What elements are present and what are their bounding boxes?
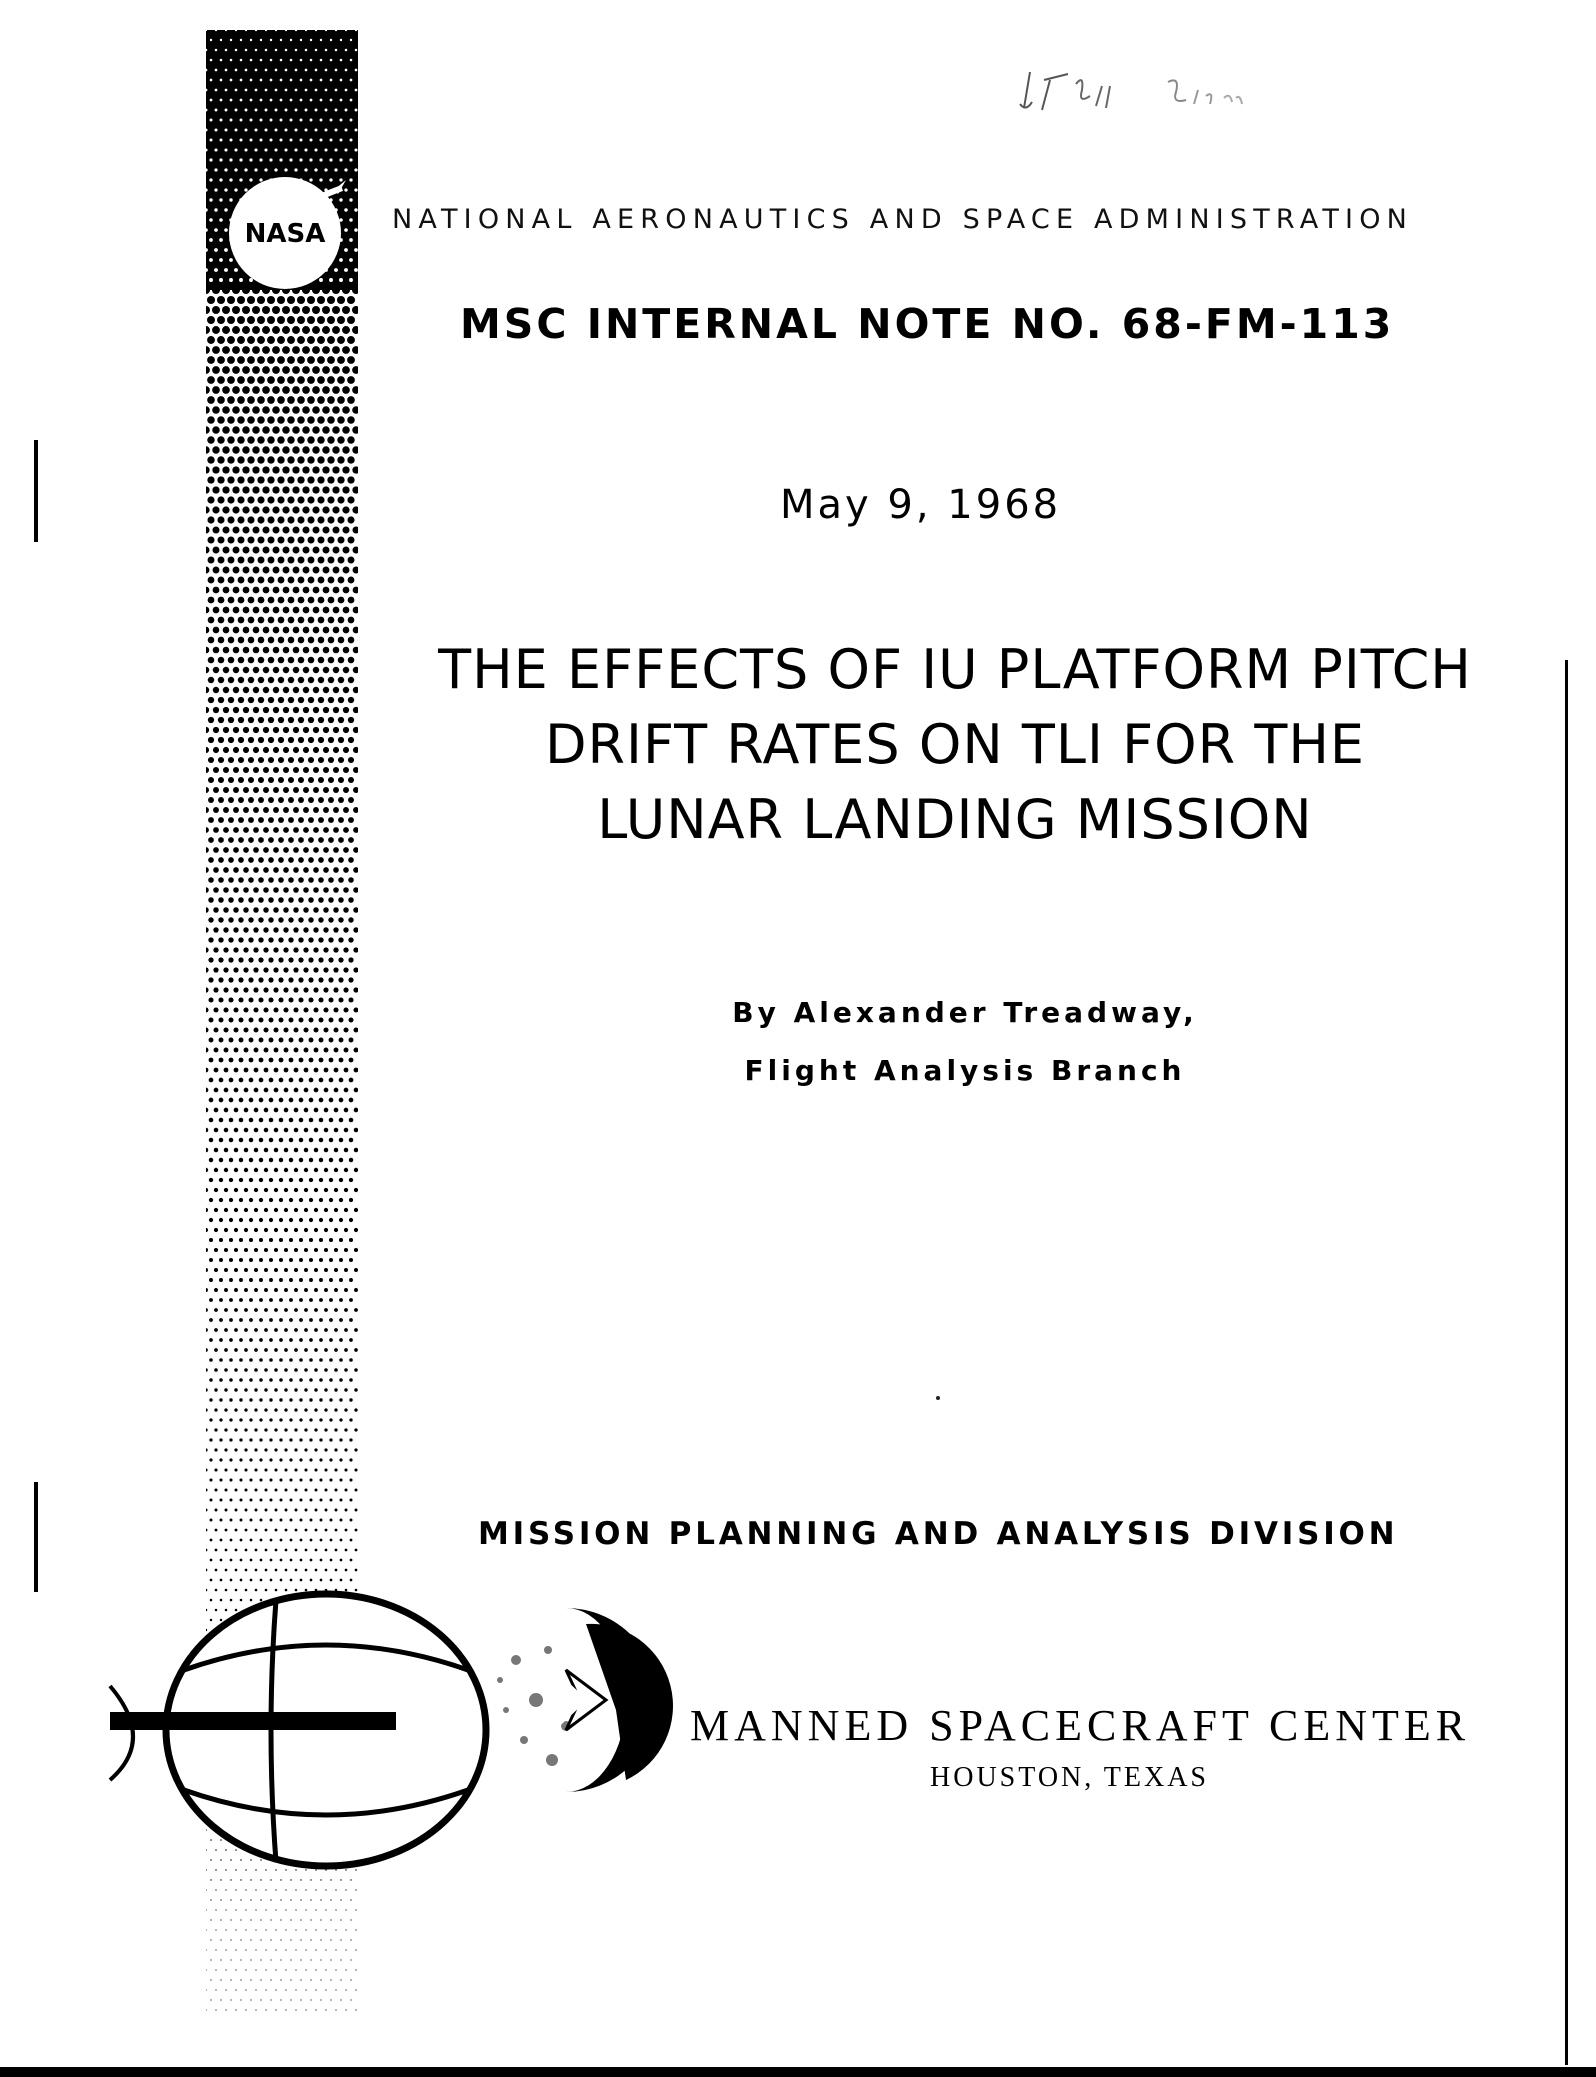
document-date: May 9, 1968 xyxy=(780,482,1062,528)
byline xyxy=(560,984,1370,1100)
speck xyxy=(936,1396,940,1400)
author-line: By Alexander Treadway, xyxy=(732,996,1198,1029)
svg-text:NASA: NASA xyxy=(244,219,326,249)
scan-edge-line xyxy=(1565,660,1568,2065)
msc-globe-moon-logo-icon xyxy=(96,1590,676,1890)
agency-name: NATIONAL AERONAUTICS AND SPACE ADMINISTRATION xyxy=(392,204,1414,235)
center-city: HOUSTON, TEXAS xyxy=(930,1762,1209,1793)
document-title xyxy=(390,632,1520,857)
internal-note-number: MSC INTERNAL NOTE NO. 68-FM-113 xyxy=(460,300,1395,348)
title-line: DRIFT RATES ON TLI FOR THE xyxy=(544,713,1366,776)
scan-bottom-edge xyxy=(0,2067,1596,2077)
scan-mark xyxy=(34,440,38,542)
center-name: MANNED SPACECRAFT CENTER xyxy=(690,1701,1471,1750)
nasa-logo-icon xyxy=(222,170,348,296)
handwritten-note xyxy=(1010,60,1390,120)
title-line: LUNAR LANDING MISSION xyxy=(597,788,1313,851)
branch-line: Flight Analysis Branch xyxy=(744,1054,1186,1087)
division-name: MISSION PLANNING AND ANALYSIS DIVISION xyxy=(478,1516,1399,1552)
title-line: THE EFFECTS OF IU PLATFORM PITCH xyxy=(438,638,1472,701)
scan-mark xyxy=(34,1482,38,1592)
